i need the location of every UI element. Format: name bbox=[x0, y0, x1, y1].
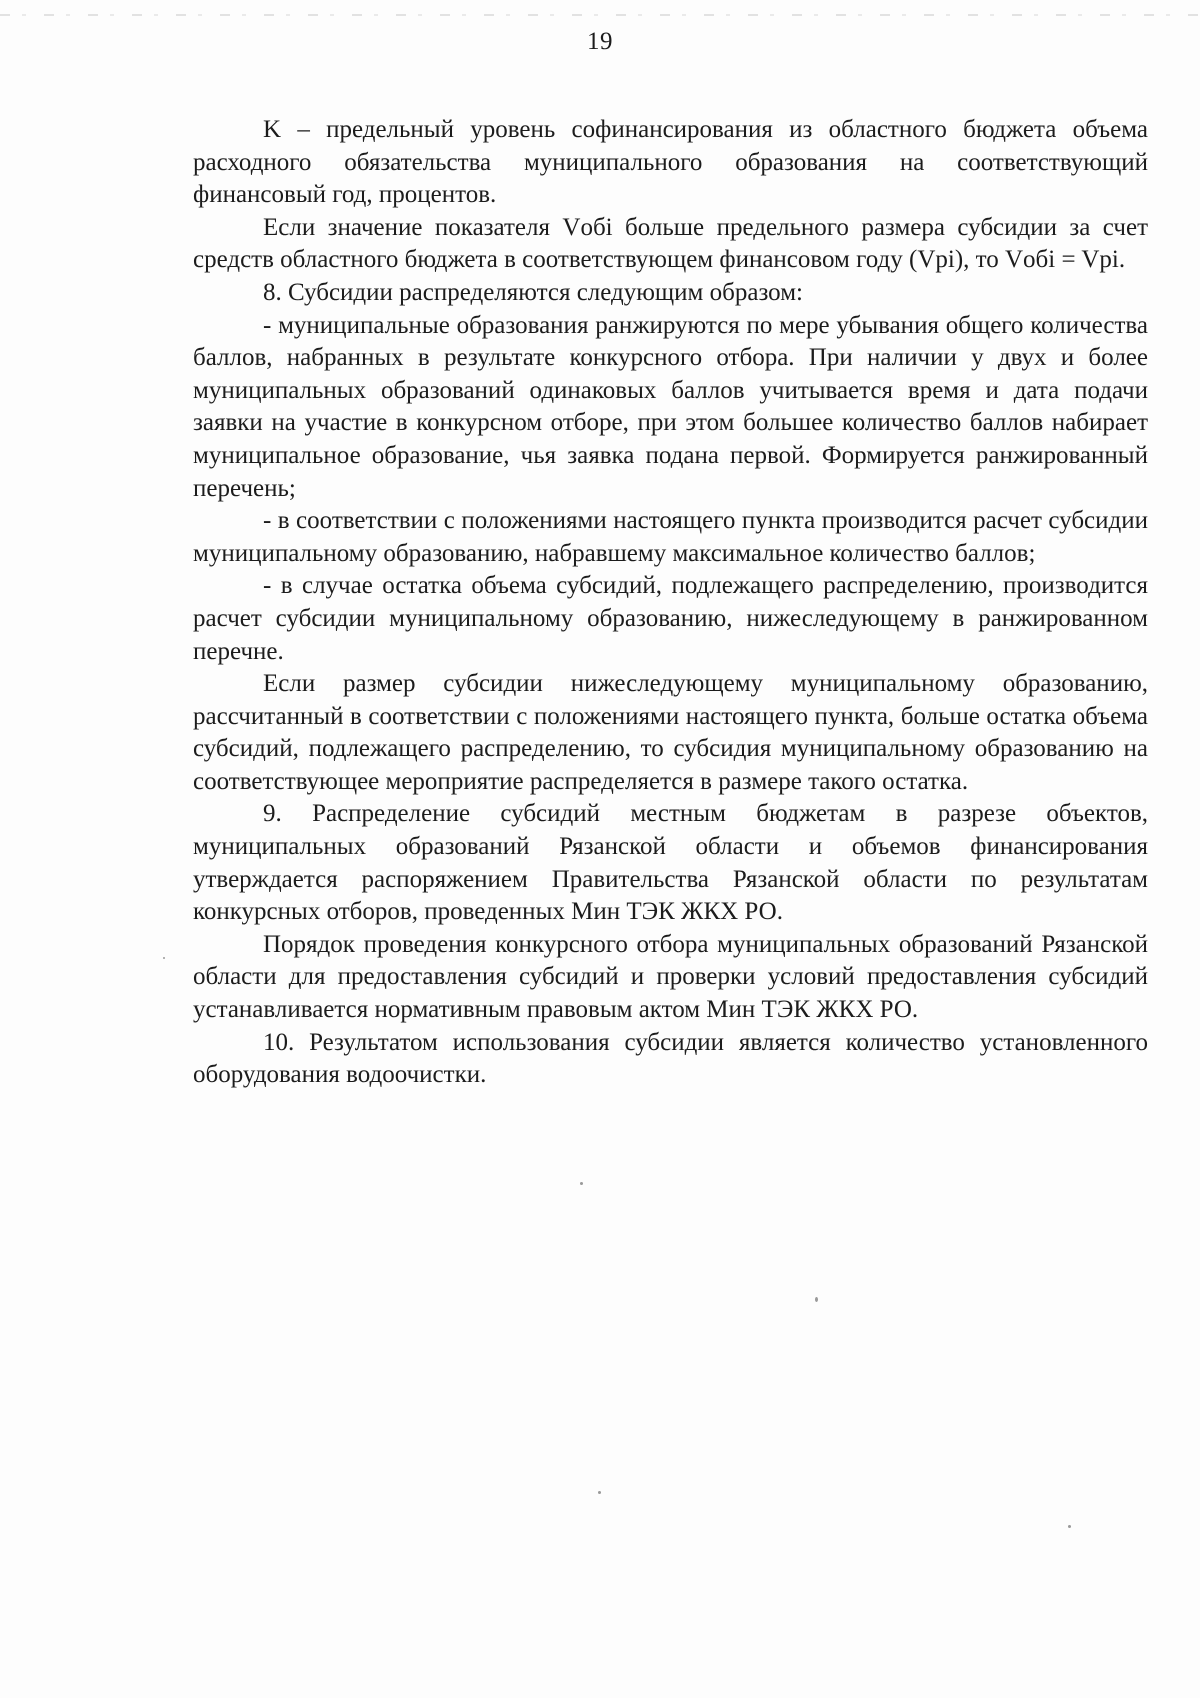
paragraph-ranking-rule: - муниципальные образования ранжируются по мере убывания общего количества баллов, набранных в результате конкурсного отбора. При наличии у двух и более муниципальных образований одинаковых баллов учитывается время и дата подачи заявки на участие в конкурсном отборе, при этом большее количество баллов набирает муниципальное образование, чья заявка подана первой. Формируется ранжированный перечень; bbox=[193, 311, 1148, 502]
paragraph-item-9: 9. Распределение субсидий местным бюджетам в разрезе объектов, муниципальных образований Рязанской области и объемов финансирования утверждается распоряжением Правительства Рязанской области по результатам конкурсных отборов, проведенных Мин ТЭК ЖКХ РО. bbox=[193, 800, 1148, 926]
paragraph-remainder-limit: Если размер субсидии нижеследующему муниципальному образованию, рассчитанный в соответствии с положениями настоящего пункта, больше остатка объема субсидий, подлежащего распределению, то субсидия муниципальному образованию на соответствующее мероприятие распределяется в размере такого остатка. bbox=[193, 670, 1148, 795]
scan-speck bbox=[1068, 1525, 1071, 1528]
scan-speck bbox=[815, 1297, 818, 1302]
scan-speck bbox=[598, 1491, 601, 1494]
paragraph-vobi-condition: Если значение показателя Vобi больше предельного размера субсидии за счет средств областного бюджета в соответствующем финансовом году (Vpi), то Vобi = Vpi. bbox=[193, 213, 1148, 274]
paragraph-max-score-calculation: - в соответствии с положениями настоящего пункта производится расчет субсидии муниципальному образованию, набравшему максимальное количество баллов; bbox=[193, 507, 1148, 567]
paragraph-item-8: 8. Субсидии распределяются следующим образом: bbox=[263, 278, 803, 306]
document-body bbox=[193, 114, 1148, 1092]
paragraph-selection-procedure: Порядок проведения конкурсного отбора муниципальных образований Рязанской области для предоставления субсидий и проверки условий предоставления субсидий устанавливается нормативным правовым актом Мин ТЭК ЖКХ РО. bbox=[193, 930, 1148, 1024]
page-number: 19 bbox=[587, 28, 613, 55]
scan-speck bbox=[163, 957, 165, 959]
paragraph-remainder-calculation: - в случае остатка объема субсидий, подлежащего распределению, производится расчет субсидии муниципальному образованию, нижеследующему в ранжированном перечне. bbox=[193, 572, 1148, 665]
scan-artifact-top bbox=[0, 14, 1200, 16]
paragraph-item-10: 10. Результатом использования субсидии является количество установленного оборудования водоочистки. bbox=[193, 1028, 1148, 1089]
scan-speck bbox=[580, 1182, 583, 1185]
paragraph-k-definition: K – предельный уровень софинансирования из областного бюджета объема расходного обязательства муниципального образования на соответствующий финансовый год, процентов. bbox=[193, 116, 1148, 209]
